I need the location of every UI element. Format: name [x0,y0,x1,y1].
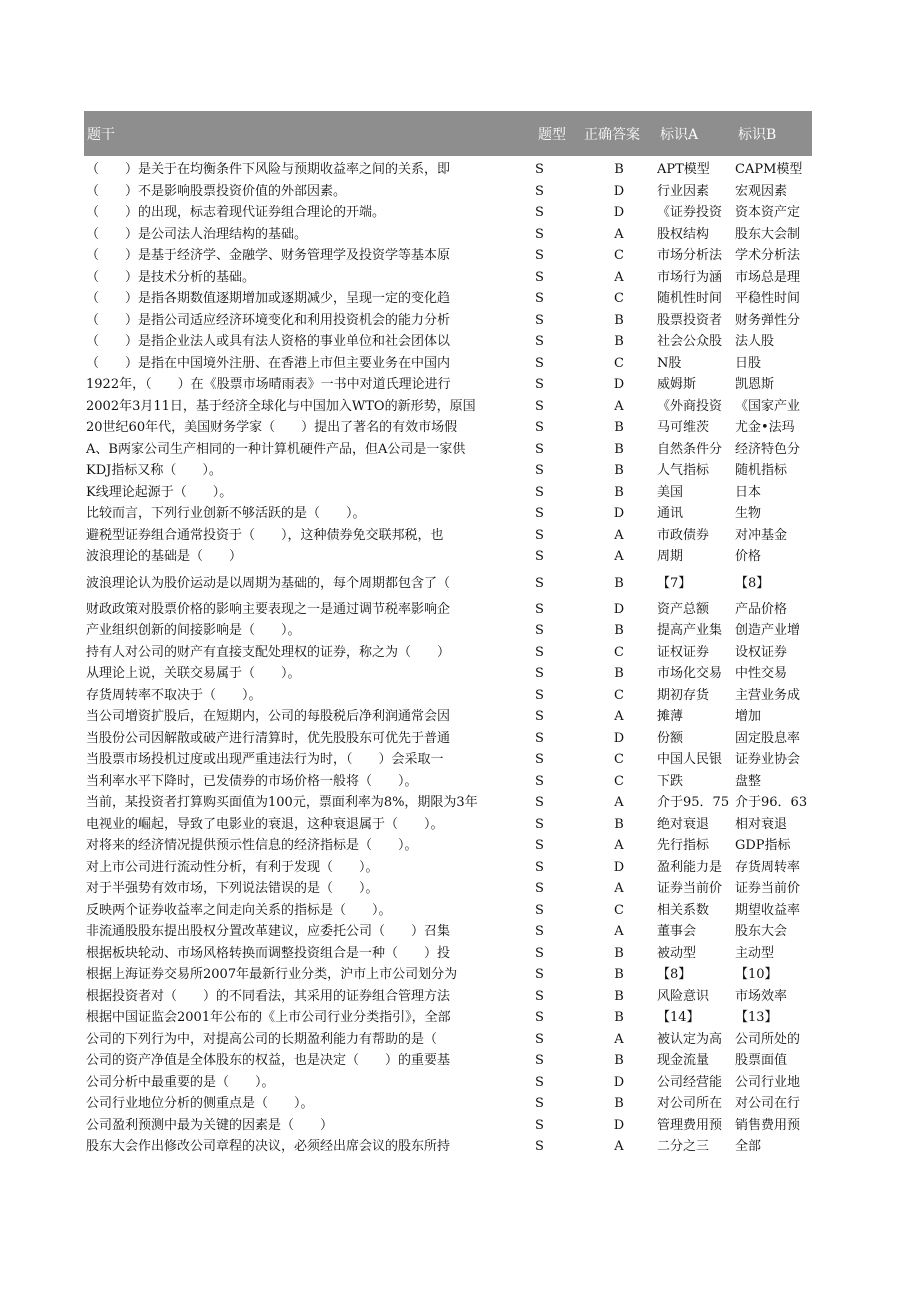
option-a-cell: 介于95．75 [657,795,730,811]
option-a-cell: 周期 [657,549,684,565]
table-row [84,1072,812,1094]
answer-cell: B [614,1053,624,1069]
option-b-cell: 平稳性时间 [735,291,801,307]
type-cell: S [535,312,544,328]
option-b-cell: GDP指标 [735,838,791,854]
option-a-cell: 盈利能力是 [657,859,723,875]
answer-cell: D [613,506,625,522]
question-cell: 当公司增资扩股后，在短期内，公司的每股税后净利润通常会因 [86,709,451,725]
answer-cell: B [614,666,624,682]
option-a-cell: 对公司所在 [657,1096,723,1112]
answer-cell: A [614,795,624,811]
option-b-cell: 资本资产定 [735,205,801,221]
question-cell: 公司的下列行为中，对提高公司的长期盈利能力有帮助的是（ [86,1031,438,1047]
table-row [84,749,812,771]
option-b-cell: 对冲基金 [735,527,788,543]
answer-cell: B [614,441,624,457]
option-a-cell: 马可维茨 [657,420,710,436]
question-cell: K线理论起源于（ ）。 [86,484,233,500]
header-question: 题干 [84,111,535,156]
option-a-cell: 《证券投资 [657,205,723,221]
type-cell: S [535,377,544,393]
answer-cell: A [614,1139,624,1155]
question-cell: 公司分析中最重要的是（ ）。 [86,1074,275,1090]
option-b-cell: 经济特色分 [735,441,801,457]
question-cell: 波浪理论认为股价运动是以周期为基础的，每个周期都包含了（ [86,575,451,591]
type-cell: S [535,291,544,307]
option-b-cell: 尤金•法玛 [735,420,795,436]
option-b-cell: 市场效率 [735,988,788,1004]
table-row [84,525,812,547]
table-row [84,771,812,793]
option-a-cell: 社会公众股 [657,334,723,350]
type-cell: S [535,162,544,178]
table-row [84,1007,812,1029]
option-a-cell: 相关系数 [657,902,710,918]
answer-cell: B [614,988,624,1004]
question-cell: 1922年，（ ）在《股票市场晴雨表》一书中对道氏理论进行 [86,377,451,393]
question-cell: 非流通股股东提出股权分置改革建议，应委托公司（ ）召集 [86,924,451,940]
answer-cell: D [613,377,625,393]
table-row [84,706,812,728]
table-row [84,1029,812,1051]
option-b-cell: 市场总是理 [735,269,801,285]
option-b-cell: 《国家产业 [735,398,801,414]
answer-cell: C [614,355,624,371]
type-cell: S [535,248,544,264]
question-cell: 当股份公司因解散或破产进行清算时，优先股股东可优先于普通 [86,730,451,746]
answer-cell: D [613,205,625,221]
answer-cell: B [614,816,624,832]
question-cell: 当股票市场投机过度或出现严重违法行为时，（ ）会采取一 [86,752,444,768]
question-cell: 根据上海证券交易所2007年最新行业分类，沪市上市公司划分为 [86,967,458,983]
option-a-cell: 被认定为高 [657,1031,723,1047]
answer-cell: D [613,1074,625,1090]
type-cell: S [535,334,544,350]
header-row [84,111,812,156]
answer-cell: A [614,226,624,242]
option-a-cell: N股 [657,355,682,371]
type-cell: S [535,623,544,639]
option-a-cell: 随机性时间 [657,291,723,307]
option-b-cell: 证券业协会 [735,752,801,768]
question-cell: 财政政策对股票价格的影响主要表现之一是通过调节税率影响企 [86,601,451,617]
option-b-cell: 日本 [735,484,762,500]
option-b-cell: 生物 [735,506,762,522]
question-cell: （ ）是基于经济学、金融学、财务管理学及投资学等基本原 [86,248,451,264]
option-a-cell: 绝对衰退 [657,816,710,832]
question-cell: 股东大会作出修改公司章程的决议，必须经出席会议的股东所持 [86,1139,451,1155]
answer-cell: B [614,312,624,328]
header-type: 题型 [535,111,581,156]
question-cell: 避税型证券组合通常投资于（ ），这种债券免交联邦税，也 [86,527,444,543]
option-b-cell: 【10】 [735,967,778,983]
option-b-cell: 随机指标 [735,463,788,479]
option-a-cell: 市场化交易 [657,666,723,682]
option-a-cell: 二分之三 [657,1139,710,1155]
type-cell: S [535,183,544,199]
table-row [84,986,812,1008]
table-row [84,482,812,504]
question-cell: （ ）不是影响股票投资价值的外部因素。 [86,183,347,199]
option-b-cell: 主动型 [735,945,775,961]
type-cell: S [535,484,544,500]
option-b-cell: 股东大会制 [735,226,801,242]
table-row [84,1115,812,1137]
option-b-cell: 对公司在行 [735,1096,801,1112]
table-row [84,878,812,900]
table-row [84,943,812,965]
table-row [84,814,812,836]
option-b-cell: 财务弹性分 [735,312,801,328]
option-b-cell: 盘整 [735,773,762,789]
question-cell: 公司盈利预测中最为关键的因素是（ ） [86,1117,334,1133]
option-a-cell: 市场行为涵 [657,269,723,285]
option-b-cell: 期望收益率 [735,902,801,918]
table-row [84,374,812,396]
answer-cell: B [614,420,624,436]
question-cell: 公司行业地位分析的侧重点是（ ）。 [86,1096,314,1112]
option-b-cell: 销售费用预 [735,1117,801,1133]
type-cell: S [535,269,544,285]
option-b-cell: 股票面值 [735,1053,788,1069]
type-cell: S [535,967,544,983]
option-a-cell: 人气指标 [657,463,710,479]
answer-cell: C [614,773,624,789]
table-row [84,503,812,525]
option-a-cell: 股权结构 [657,226,710,242]
option-b-cell: 股东大会 [735,924,788,940]
table-row [84,685,812,707]
answer-cell: C [614,248,624,264]
option-a-cell: 被动型 [657,945,697,961]
table-row [84,224,812,246]
table-row [84,728,812,750]
option-a-cell: 行业因素 [657,183,710,199]
option-b-cell: 存货周转率 [735,859,801,875]
question-cell: 从理论上说，关联交易属于（ ）。 [86,666,301,682]
option-a-cell: 风险意识 [657,988,710,1004]
option-b-cell: 创造产业增 [735,623,801,639]
type-cell: S [535,709,544,725]
answer-cell: A [614,549,624,565]
type-cell: S [535,575,544,591]
option-b-cell: 【13】 [735,1010,778,1026]
answer-cell: B [614,575,624,591]
question-cell: 当前，某投资者打算购买面值为100元，票面利率为8%，期限为3年 [86,795,478,811]
answer-cell: B [614,463,624,479]
table-row [84,599,812,621]
type-cell: S [535,1096,544,1112]
question-cell: 对于半强势有效市场，下列说法错误的是（ ）。 [86,881,379,897]
type-cell: S [535,355,544,371]
type-cell: S [535,1074,544,1090]
type-cell: S [535,506,544,522]
table-row [84,181,812,203]
question-cell: 对将来的经济情况提供预示性信息的经济指标是（ ）。 [86,838,418,854]
option-b-cell: 宏观因素 [735,183,788,199]
answer-cell: B [614,484,624,500]
option-a-cell: 威姆斯 [657,377,697,393]
type-cell: S [535,644,544,660]
answer-cell: D [613,859,625,875]
option-b-cell: 设权证券 [735,644,788,660]
question-cell: 公司的资产净值是全体股东的权益，也是决定（ ）的重要基 [86,1053,451,1069]
table-row [84,1093,812,1115]
answer-cell: D [613,601,625,617]
type-cell: S [535,816,544,832]
type-cell: S [535,601,544,617]
option-a-cell: 摊薄 [657,709,684,725]
option-a-cell: 期初存货 [657,687,710,703]
option-b-cell: 【8】 [735,575,770,591]
table-row [84,267,812,289]
type-cell: S [535,205,544,221]
table-row [84,546,812,568]
answer-cell: B [614,334,624,350]
option-b-cell: 增加 [735,709,762,725]
option-a-cell: 份额 [657,730,684,746]
option-a-cell: 证券当前价 [657,881,723,897]
question-cell: （ ）是指各期数值逐期增加或逐期减少，呈现一定的变化趋 [86,291,451,307]
answer-cell: C [614,902,624,918]
type-cell: S [535,945,544,961]
option-a-cell: 资产总额 [657,601,710,617]
answer-cell: D [613,730,625,746]
option-b-cell: 全部 [735,1139,762,1155]
answer-cell: C [614,644,624,660]
option-a-cell: 中国人民银 [657,752,723,768]
question-cell: 2002年3月11日，基于经济全球化与中国加入WTO的新形势，原国 [86,398,476,414]
table-row [84,288,812,310]
answer-cell: A [614,269,624,285]
table-row [84,642,812,664]
table-row [84,159,812,181]
type-cell: S [535,549,544,565]
question-cell: 产业组织创新的间接影响是（ ）。 [86,623,301,639]
question-cell: KDJ指标又称（ ）。 [86,463,222,479]
question-cell: （ ）是关于在均衡条件下风险与预期收益率之间的关系，即 [86,162,451,178]
question-cell: （ ）是公司法人治理结构的基础。 [86,226,308,242]
type-cell: S [535,441,544,457]
type-cell: S [535,924,544,940]
type-cell: S [535,752,544,768]
question-cell: 根据板块轮动、市场风格转换而调整投资组合是一种（ ）投 [86,945,451,961]
option-b-cell: 产品价格 [735,601,788,617]
question-cell: 存货周转率不取决于（ ）。 [86,687,262,703]
table-row [84,439,812,461]
question-cell: （ ）的出现，标志着现代证券组合理论的开端。 [86,205,386,221]
option-b-cell: 介于96．63 [735,795,808,811]
answer-cell: D [613,1117,625,1133]
type-cell: S [535,666,544,682]
question-cell: 对上市公司进行流动性分析，有利于发现（ ）。 [86,859,379,875]
answer-cell: A [614,527,624,543]
type-cell: S [535,1010,544,1026]
answer-cell: A [614,398,624,414]
option-a-cell: 下跌 [657,773,684,789]
answer-cell: D [613,183,625,199]
answer-cell: B [614,623,624,639]
option-b-cell: 公司行业地 [735,1074,801,1090]
question-cell: 持有人对公司的财产有直接支配处理权的证券，称之为（ ） [86,644,451,660]
option-b-cell: 法人股 [735,334,775,350]
option-a-cell: 市场分析法 [657,248,723,264]
option-a-cell: 通讯 [657,506,684,522]
option-a-cell: 现金流量 [657,1053,710,1069]
table-row [84,331,812,353]
type-cell: S [535,795,544,811]
option-a-cell: 提高产业集 [657,623,723,639]
option-a-cell: 【8】 [657,967,692,983]
question-cell: （ ）是指在中国境外注册、在香港上市但主要业务在中国内 [86,355,451,371]
table-row [84,353,812,375]
table-row [84,310,812,332]
table-row [84,396,812,418]
option-a-cell: APT模型 [657,162,710,178]
table-row [84,835,812,857]
option-a-cell: 市政债券 [657,527,710,543]
table-row [84,568,812,599]
option-b-cell: 相对衰退 [735,816,788,832]
header-option-a: 标识A [657,111,735,156]
option-a-cell: 自然条件分 [657,441,723,457]
option-a-cell: 先行指标 [657,838,710,854]
option-a-cell: 公司经营能 [657,1074,723,1090]
option-b-cell: CAPM模型 [735,162,803,178]
option-a-cell: 美国 [657,484,684,500]
answer-cell: C [614,687,624,703]
table-row [84,964,812,986]
type-cell: S [535,902,544,918]
question-cell: 20世纪60年代，美国财务学家（ ）提出了著名的有效市场假 [86,420,458,436]
option-a-cell: 《外商投资 [657,398,723,414]
question-cell: 根据中国证监会2001年公布的《上市公司行业分类指引》，全部 [86,1010,451,1026]
table-row [84,921,812,943]
type-cell: S [535,687,544,703]
answer-cell: B [614,1096,624,1112]
question-cell: 根据投资者对（ ）的不同看法，其采用的证券组合管理方法 [86,988,451,1004]
table-row [84,900,812,922]
type-cell: S [535,773,544,789]
option-b-cell: 价格 [735,549,762,565]
option-a-cell: 董事会 [657,924,697,940]
table-row [84,1050,812,1072]
type-cell: S [535,398,544,414]
type-cell: S [535,988,544,1004]
option-b-cell: 日股 [735,355,762,371]
type-cell: S [535,1117,544,1133]
type-cell: S [535,420,544,436]
answer-cell: B [614,162,624,178]
answer-cell: A [614,924,624,940]
table-row [84,620,812,642]
type-cell: S [535,838,544,854]
table-row [84,857,812,879]
question-cell: 当利率水平下降时，已发债券的市场价格一般将（ ）。 [86,773,418,789]
type-cell: S [535,859,544,875]
table-row [84,245,812,267]
table-row [84,417,812,439]
answer-cell: C [614,291,624,307]
option-a-cell: 管理费用预 [657,1117,723,1133]
table-row [84,460,812,482]
type-cell: S [535,527,544,543]
spreadsheet [84,111,812,1158]
answer-cell: B [614,967,624,983]
option-b-cell: 中性交易 [735,666,788,682]
header-option-b: 标识B [735,111,812,156]
question-table [84,111,812,1158]
question-cell: 波浪理论的基础是（ ） [86,549,243,565]
option-b-cell: 证券当前价 [735,881,801,897]
option-a-cell: 【7】 [657,575,692,591]
answer-cell: A [614,1031,624,1047]
type-cell: S [535,1139,544,1155]
answer-cell: C [614,752,624,768]
type-cell: S [535,1053,544,1069]
question-cell: 比较而言，下列行业创新不够活跃的是（ ）。 [86,506,366,522]
answer-cell: B [614,945,624,961]
question-cell: 电视业的崛起，导致了电影业的衰退，这种衰退属于（ ）。 [86,816,444,832]
question-cell: （ ）是指企业法人或具有法人资格的事业单位和社会团体以 [86,334,451,350]
option-b-cell: 主营业务成 [735,687,801,703]
answer-cell: A [614,838,624,854]
question-cell: 反映两个证券收益率之间走向关系的指标是（ ）。 [86,902,392,918]
table-row [84,202,812,224]
option-b-cell: 学术分析法 [735,248,801,264]
option-a-cell: 【14】 [657,1010,700,1026]
table-row [84,663,812,685]
question-cell: （ ）是技术分析的基础。 [86,269,256,285]
type-cell: S [535,1031,544,1047]
type-cell: S [535,881,544,897]
type-cell: S [535,463,544,479]
answer-cell: A [614,709,624,725]
answer-cell: B [614,1010,624,1026]
header-answer: 正确答案 [581,111,657,156]
table-row [84,1136,812,1158]
question-cell: （ ）是指公司适应经济环境变化和利用投资机会的能力分析 [86,312,451,328]
table-row [84,792,812,814]
answer-cell: A [614,881,624,897]
option-b-cell: 凯恩斯 [735,377,775,393]
option-b-cell: 固定股息率 [735,730,801,746]
type-cell: S [535,226,544,242]
option-b-cell: 公司所处的 [735,1031,801,1047]
type-cell: S [535,730,544,746]
option-a-cell: 股票投资者 [657,312,723,328]
option-a-cell: 证权证券 [657,644,710,660]
question-cell: A、B两家公司生产相同的一种计算机硬件产品，但A公司是一家供 [86,441,466,457]
